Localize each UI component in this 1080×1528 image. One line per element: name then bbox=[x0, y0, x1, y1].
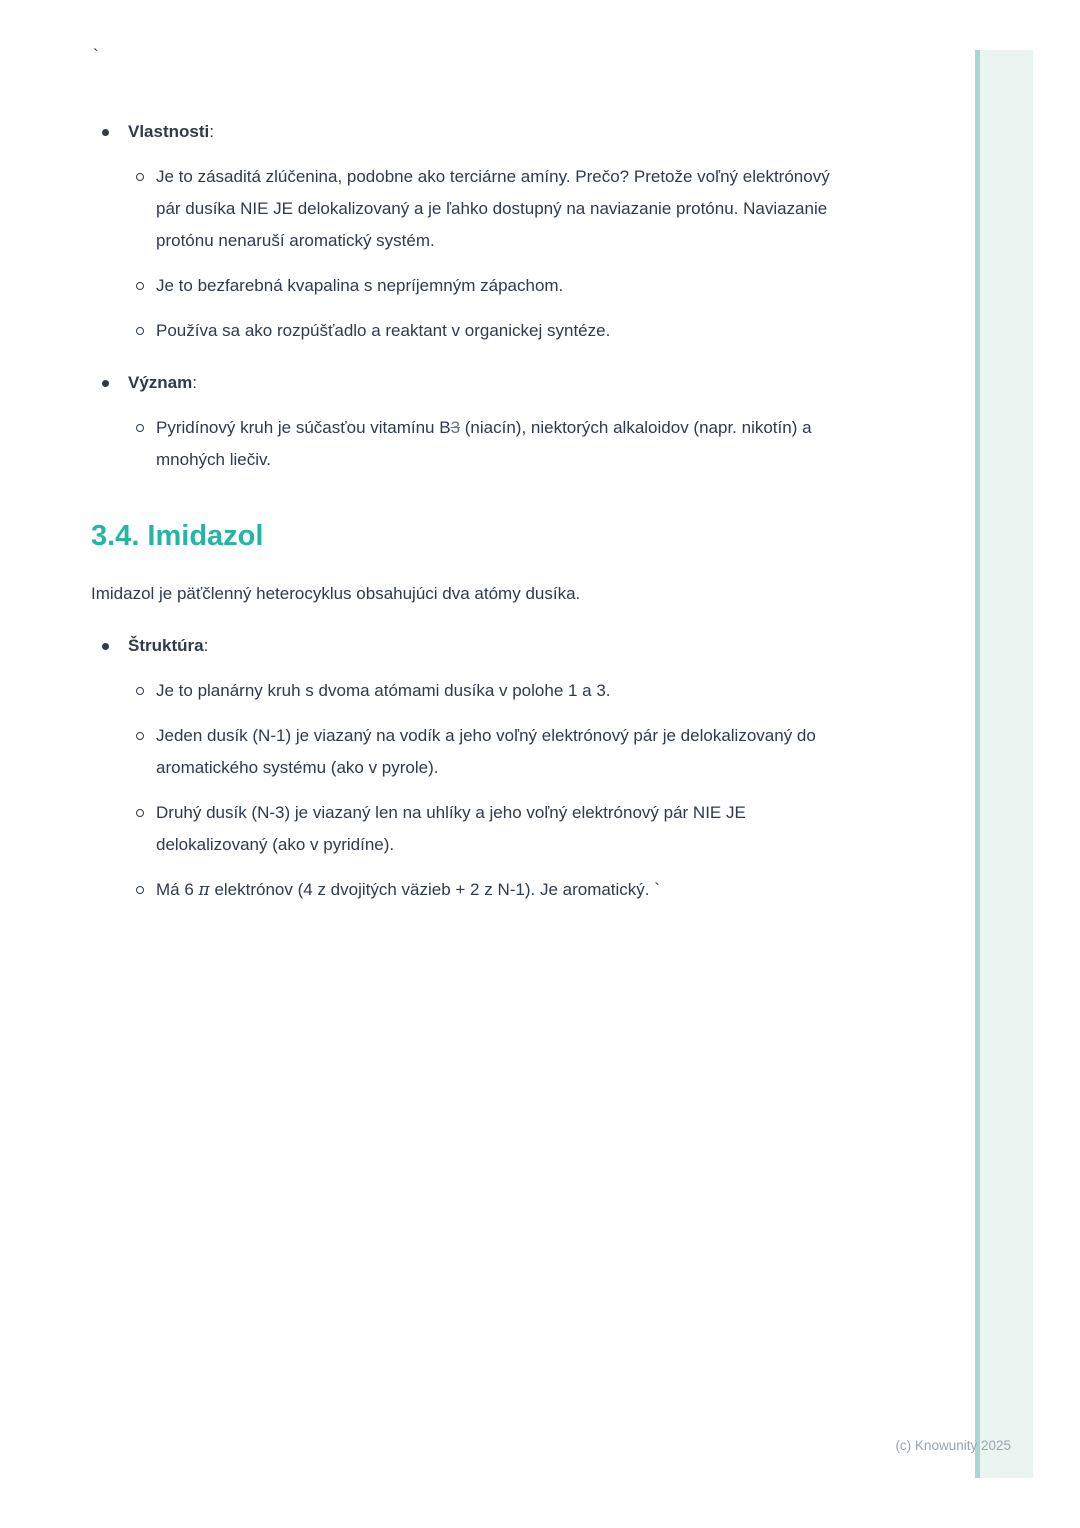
pi-item-prefix: Má 6 bbox=[156, 880, 199, 899]
stray-backtick: ` bbox=[93, 46, 99, 65]
circle-bullet-icon bbox=[136, 886, 144, 894]
document-content bbox=[91, 96, 866, 906]
bullet-icon bbox=[102, 643, 109, 650]
list-item-text: Je to planárny kruh s dvoma atómami dusíka v polohe 1 a 3. bbox=[156, 681, 611, 700]
circle-bullet-icon bbox=[136, 173, 144, 181]
list-item bbox=[91, 412, 866, 476]
list-item bbox=[91, 797, 866, 861]
label-text: Význam bbox=[128, 373, 193, 392]
bullet-icon bbox=[102, 380, 109, 387]
copyright-notice: (c) Knowunity 2025 bbox=[895, 1438, 1011, 1453]
label-text: Vlastnosti bbox=[128, 122, 210, 141]
list-item-vyznam bbox=[91, 367, 866, 399]
pi-symbol: π bbox=[198, 880, 210, 900]
list-label-struktura bbox=[128, 630, 208, 662]
list-item-text: Jeden dusík (N-1) je viazaný na vodík a jeho voľný elektrónový pár je delokalizovaný do aromatického systému (ako v pyrole). bbox=[156, 726, 816, 777]
imidazol-intro-paragraph: Imidazol je päťčlenný heterocyklus obsahujúci dva atómy dusíka. bbox=[91, 584, 581, 603]
list-item bbox=[91, 675, 866, 707]
list-item-text bbox=[156, 412, 831, 476]
circle-bullet-icon bbox=[136, 732, 144, 740]
list-item-vlastnosti bbox=[91, 116, 866, 148]
section-heading-imidazol: 3.4. Imidazol bbox=[91, 520, 264, 552]
list-item bbox=[91, 270, 866, 302]
label-text: Štruktúra bbox=[128, 636, 204, 655]
label-colon: : bbox=[203, 636, 209, 655]
list-item-text bbox=[156, 874, 660, 906]
right-margin-stripe bbox=[975, 50, 1033, 1478]
list-item-text: Je to zásaditá zlúčenina, podobne ako terciárne amíny. Prečo? Pretože voľný elektrónový pár dusíka NIE JE delokalizovaný a je ľahko dostupný na naviazanie protónu. Naviazanie protónu nenaruší aromatický systém. bbox=[156, 167, 830, 250]
circle-bullet-icon bbox=[136, 809, 144, 817]
list-item-struktura bbox=[91, 630, 866, 662]
pi-item-suffix: elektrónov (4 z dvojitých väzieb + 2 z N-1). Je aromatický. ` bbox=[209, 880, 660, 899]
circle-bullet-icon bbox=[136, 327, 144, 335]
list-item bbox=[91, 161, 866, 257]
list-label-vlastnosti bbox=[128, 116, 214, 148]
list-item bbox=[91, 315, 866, 347]
label-colon: : bbox=[209, 122, 214, 141]
list-item bbox=[91, 720, 866, 784]
bullet-icon bbox=[102, 129, 109, 136]
list-item-text: Je to bezfarebná kvapalina s nepríjemným zápachom. bbox=[156, 276, 564, 295]
label-colon: : bbox=[192, 373, 197, 392]
list-item bbox=[91, 874, 866, 906]
list-item-text: Druhý dusík (N-3) je viazaný len na uhlíky a jeho voľný elektrónový pár NIE JE delokalizovaný (ako v pyridíne). bbox=[156, 803, 746, 854]
circle-bullet-icon bbox=[136, 282, 144, 290]
circle-bullet-icon bbox=[136, 687, 144, 695]
circle-bullet-icon bbox=[136, 424, 144, 432]
vyznam-text-prefix: Pyridínový kruh je súčasťou vitamínu B bbox=[156, 418, 451, 437]
list-item-text: Používa sa ako rozpúšťadlo a reaktant v organickej syntéze. bbox=[156, 321, 611, 340]
vyznam-text-suffix: (niacín), niektorých alkaloidov (napr. nikotín) a mnohých liečiv. bbox=[156, 418, 812, 469]
list-label-vyznam bbox=[128, 367, 197, 399]
struck-digit: 3 bbox=[450, 418, 461, 437]
